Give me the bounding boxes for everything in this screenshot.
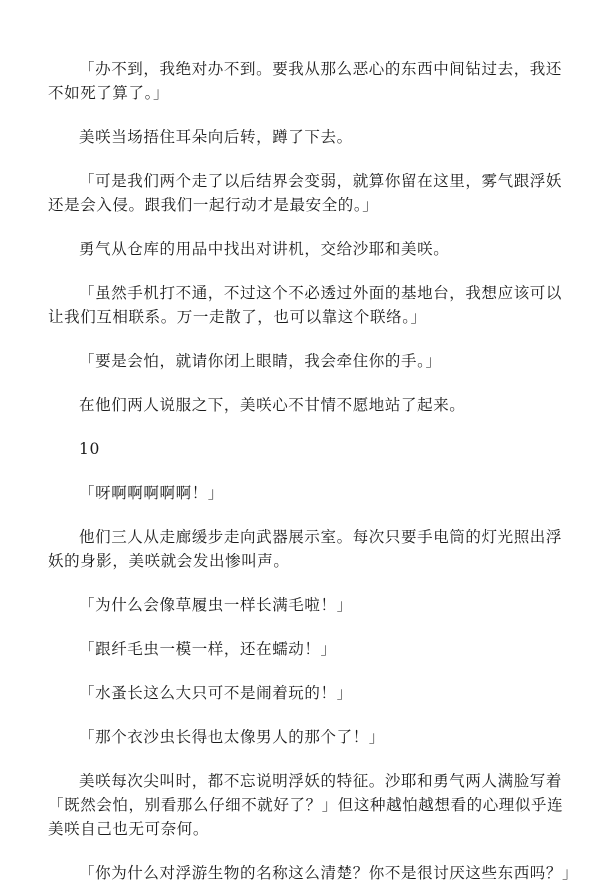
paragraph: 「水蚤长这么大只可不是闹着玩的！」 bbox=[79, 684, 353, 702]
paragraph: 他们三人从走廊缓步走向武器展示室。每次只要手电筒的灯光照出浮妖的身影，美咲就会发出惨叫声。 bbox=[48, 528, 563, 570]
paragraph: 「为什么会像草履虫一样长满毛啦！」 bbox=[79, 596, 353, 614]
paragraph: 「可是我们两个走了以后结界会变弱，就算你留在这里，雾气跟浮妖还是会入侵。跟我们一起行动才是最安全的。」 bbox=[48, 172, 563, 214]
paragraph: 「办不到，我绝对办不到。要我从那么恶心的东西中间钻过去，我还不如死了算了。」 bbox=[48, 60, 563, 102]
paragraph: 「那个衣沙虫长得也太像男人的那个了！」 bbox=[79, 728, 385, 746]
paragraph: 「呀啊啊啊啊啊！」 bbox=[79, 484, 224, 502]
paragraph: 美咲每次尖叫时，都不忘说明浮妖的特征。沙耶和勇气两人满脸写着「既然会怕，别看那么仔细不就好了？」但这种越怕越想看的心理似乎连美咲自己也无可奈何。 bbox=[48, 772, 564, 838]
paragraph: 「虽然手机打不通，不过这个不必透过外面的基地台，我想应该可以让我们互相联系。万一走散了，也可以靠这个联络。」 bbox=[48, 284, 563, 326]
section-number: 10 bbox=[79, 440, 100, 458]
paragraph: 「要是会怕，就请你闭上眼睛，我会牵住你的手。」 bbox=[79, 352, 442, 370]
paragraph: 「跟纤毛虫一模一样，还在蠕动！」 bbox=[79, 640, 337, 658]
paragraph: 在他们两人说服之下，美咲心不甘情不愿地站了起来。 bbox=[79, 396, 466, 414]
paragraph: 「你为什么对浮游生物的名称这么清楚？你不是很讨厌这些东西吗？」 bbox=[79, 864, 579, 882]
paragraph: 勇气从仓库的用品中找出对讲机，交给沙耶和美咲。 bbox=[79, 240, 450, 258]
paragraph: 美咲当场捂住耳朵向后转，蹲了下去。 bbox=[79, 128, 353, 146]
